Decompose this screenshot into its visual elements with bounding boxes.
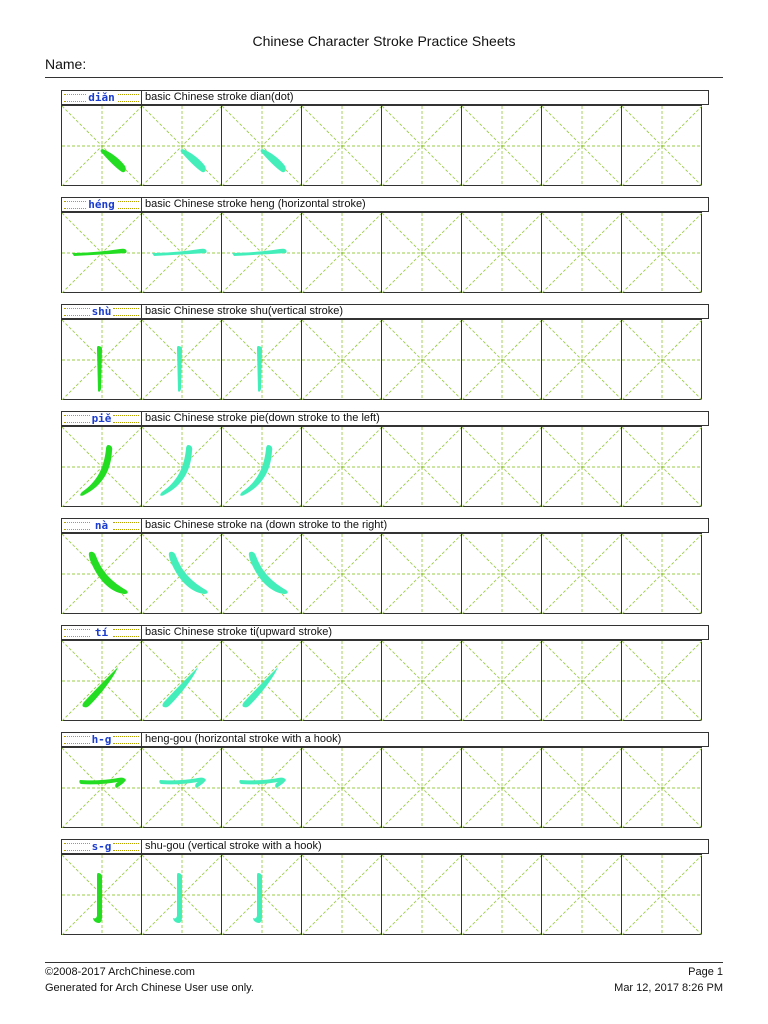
- footer-generated: Generated for Arch Chinese User use only.: [45, 982, 254, 994]
- practice-cell[interactable]: [621, 640, 702, 721]
- pinyin-text: diǎn: [88, 91, 115, 104]
- practice-cells: [61, 640, 702, 721]
- name-line: [45, 77, 723, 78]
- practice-cell[interactable]: [621, 426, 702, 507]
- stroke-row-header: [61, 411, 709, 426]
- stroke-row-header: [61, 518, 709, 533]
- trace-cell: [141, 747, 222, 828]
- stroke-description: shu-gou (vertical stroke with a hook): [145, 840, 322, 852]
- na-stroke-icon: [169, 552, 208, 594]
- shu-stroke-icon: [97, 346, 102, 392]
- practice-cell[interactable]: [381, 105, 462, 186]
- shugou-stroke-icon: [173, 873, 182, 923]
- practice-cell[interactable]: [621, 105, 702, 186]
- model-cell: [61, 426, 142, 507]
- trace-cell: [141, 212, 222, 293]
- practice-cell[interactable]: [461, 105, 542, 186]
- stroke-row: [61, 411, 709, 507]
- footer-divider: [45, 962, 723, 963]
- practice-cell[interactable]: [621, 212, 702, 293]
- practice-cell[interactable]: [621, 747, 702, 828]
- pinyin-label: [62, 519, 142, 532]
- henggou-stroke-icon: [239, 778, 286, 788]
- practice-cells: [61, 319, 702, 400]
- practice-cell[interactable]: [541, 105, 622, 186]
- stroke-row-header: [61, 732, 709, 747]
- pinyin-label: [62, 91, 142, 104]
- practice-cells: [61, 533, 702, 614]
- practice-cell[interactable]: [541, 640, 622, 721]
- practice-cell[interactable]: [461, 212, 542, 293]
- pie-stroke-icon: [160, 445, 192, 496]
- trace-cell: [141, 319, 222, 400]
- practice-cell[interactable]: [301, 533, 382, 614]
- stroke-row: [61, 197, 709, 293]
- stroke-row-header: [61, 625, 709, 640]
- practice-cell[interactable]: [461, 426, 542, 507]
- stroke-description: basic Chinese stroke heng (horizontal stroke): [145, 198, 366, 210]
- practice-cell[interactable]: [301, 640, 382, 721]
- pinyin-label: [62, 198, 142, 211]
- trace-cell: [141, 854, 222, 935]
- name-label: Name:: [45, 56, 87, 72]
- practice-cell[interactable]: [621, 854, 702, 935]
- model-cell: [61, 105, 142, 186]
- ti-stroke-icon: [243, 667, 279, 707]
- trace-cell: [221, 319, 302, 400]
- stroke-row-header: [61, 197, 709, 212]
- pinyin-text: héng: [88, 198, 115, 211]
- model-cell: [61, 212, 142, 293]
- model-cell: [61, 533, 142, 614]
- trace-cell: [141, 640, 222, 721]
- practice-cell[interactable]: [541, 319, 622, 400]
- stroke-row: [61, 732, 709, 828]
- practice-cell[interactable]: [541, 533, 622, 614]
- trace-cell: [221, 747, 302, 828]
- practice-cell[interactable]: [301, 105, 382, 186]
- practice-cells: [61, 426, 702, 507]
- pie-stroke-icon: [240, 445, 272, 496]
- practice-cell[interactable]: [301, 212, 382, 293]
- practice-cell[interactable]: [461, 533, 542, 614]
- practice-cell[interactable]: [301, 747, 382, 828]
- practice-cells: [61, 747, 702, 828]
- trace-cell: [221, 533, 302, 614]
- trace-cell: [141, 105, 222, 186]
- practice-cell[interactable]: [541, 854, 622, 935]
- model-cell: [61, 640, 142, 721]
- footer-copyright: ©2008-2017 ArchChinese.com: [45, 966, 195, 978]
- stroke-description: basic Chinese stroke na (down stroke to the right): [145, 519, 388, 531]
- practice-cell[interactable]: [621, 533, 702, 614]
- practice-cell[interactable]: [301, 426, 382, 507]
- stroke-description: basic Chinese stroke pie(down stroke to the left): [145, 412, 380, 424]
- practice-cell[interactable]: [381, 212, 462, 293]
- practice-cells: [61, 854, 702, 935]
- practice-cell[interactable]: [381, 747, 462, 828]
- na-stroke-icon: [89, 552, 128, 594]
- stroke-row: [61, 304, 709, 400]
- trace-cell: [221, 640, 302, 721]
- footer-page: Page 1: [688, 966, 723, 978]
- trace-cell: [221, 854, 302, 935]
- practice-cell[interactable]: [381, 854, 462, 935]
- ti-stroke-icon: [83, 667, 119, 707]
- pinyin-label: [62, 626, 142, 639]
- dian-stroke-icon: [261, 149, 286, 172]
- shu-stroke-icon: [257, 346, 262, 392]
- ti-stroke-icon: [163, 667, 199, 707]
- shu-stroke-icon: [177, 346, 182, 392]
- stroke-row: [61, 90, 709, 186]
- trace-cell: [221, 426, 302, 507]
- pinyin-label: [62, 305, 142, 318]
- practice-cell[interactable]: [621, 319, 702, 400]
- pinyin-text: s-g: [91, 840, 112, 853]
- practice-cell[interactable]: [461, 640, 542, 721]
- pinyin-text: tí: [94, 626, 109, 639]
- stroke-row: [61, 518, 709, 614]
- page-title: Chinese Character Stroke Practice Sheets: [252, 33, 516, 49]
- pinyin-text: nà: [94, 519, 109, 532]
- pinyin-label: [62, 840, 142, 853]
- practice-cell[interactable]: [381, 640, 462, 721]
- trace-cell: [221, 212, 302, 293]
- stroke-row-header: [61, 90, 709, 105]
- practice-cell[interactable]: [301, 854, 382, 935]
- practice-cell[interactable]: [541, 212, 622, 293]
- pie-stroke-icon: [80, 445, 112, 496]
- practice-cell[interactable]: [461, 319, 542, 400]
- practice-cell[interactable]: [541, 426, 622, 507]
- trace-cell: [141, 533, 222, 614]
- practice-cell[interactable]: [381, 319, 462, 400]
- stroke-description: basic Chinese stroke shu(vertical stroke): [145, 305, 344, 317]
- pinyin-text: h-g: [91, 733, 112, 746]
- trace-cell: [141, 426, 222, 507]
- stroke-row: [61, 839, 709, 935]
- pinyin-label: [62, 412, 142, 425]
- dian-stroke-icon: [101, 149, 126, 172]
- model-cell: [61, 747, 142, 828]
- trace-cell: [221, 105, 302, 186]
- na-stroke-icon: [249, 552, 288, 594]
- stroke-description: basic Chinese stroke ti(upward stroke): [145, 626, 333, 638]
- model-cell: [61, 319, 142, 400]
- shugou-stroke-icon: [253, 873, 262, 923]
- footer-date: Mar 12, 2017 8:26 PM: [614, 982, 723, 994]
- stroke-row: [61, 625, 709, 721]
- shugou-stroke-icon: [93, 873, 102, 923]
- stroke-description: basic Chinese stroke dian(dot): [145, 91, 294, 103]
- pinyin-text: shù: [91, 305, 112, 318]
- dian-stroke-icon: [181, 149, 206, 172]
- practice-cells: [61, 105, 702, 186]
- practice-cell[interactable]: [381, 426, 462, 507]
- henggou-stroke-icon: [79, 778, 126, 788]
- practice-cell[interactable]: [381, 533, 462, 614]
- stroke-row-header: [61, 304, 709, 319]
- practice-cell[interactable]: [461, 747, 542, 828]
- practice-cell[interactable]: [461, 854, 542, 935]
- pinyin-text: piě: [91, 412, 112, 425]
- henggou-stroke-icon: [159, 778, 206, 788]
- practice-cells: [61, 212, 702, 293]
- practice-cell[interactable]: [301, 319, 382, 400]
- stroke-row-header: [61, 839, 709, 854]
- model-cell: [61, 854, 142, 935]
- stroke-description: heng-gou (horizontal stroke with a hook): [145, 733, 342, 745]
- pinyin-label: [62, 733, 142, 746]
- practice-cell[interactable]: [541, 747, 622, 828]
